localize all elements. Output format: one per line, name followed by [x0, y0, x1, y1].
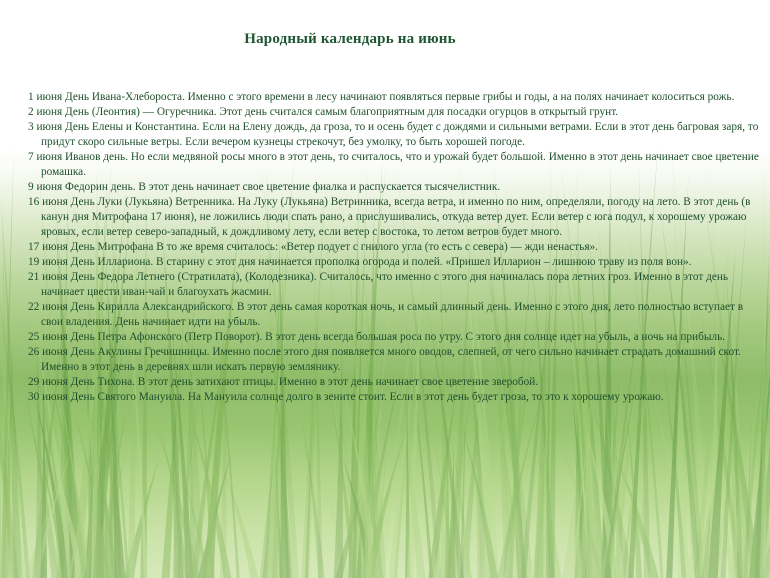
calendar-entry: 19 июня День Иллариона. В старину с этот дня начинается прополка огорода и полей. «Пришел Илларион – лишнюю траву из поля вон». — [28, 256, 692, 268]
calendar-entry: 26 июня День Акулины Гречишницы. Именно после этого дня появляется много оводов, слепней, от чего сильно начинает страдать домашний скот. Именно в этот день в деревнях шли искать первую землянику. — [28, 346, 741, 373]
calendar-entry: 25 июня День Петра Афонского (Петр Поворот). В этот день всегда большая роса по утру. С этого дня солнце идет на убыль, а ночь на прибыль. — [28, 331, 726, 343]
calendar-entry: 3 июня День Елены и Константина. Если на Елену дождь, да гроза, то и осень будет с дождями и сильными ветрами. Если в этот день багровая заря, то придут скоро сильные ветры. Если вечером кузнецы стрекочут, без умолку, то быть хорошей погоде. — [28, 121, 759, 148]
calendar-entry: 22 июня День Кирилла Александрийского. В этот день самая короткая ночь, и самый длинный день. Именно с этого дня, лето полностью вступает в свои владения. День начинает идти на убыль. — [28, 301, 744, 328]
calendar-entry: 2 июня День (Леонтия) — Огуречника. Этот день считался самым благоприятным для посадки огурцов в открытый грунт. — [28, 106, 619, 118]
calendar-entry: 21 июня День Федора Летнего (Стратилата), (Колодезника). Считалось, что именно с этого дня начиналась пора летних гроз. Именно в этот день начинает цвести иван-чай и благоухать жасмин. — [28, 271, 729, 298]
calendar-entry: 1 июня День Ивана-Хлебороста. Именно с этого времени в лесу начинают появляться первые грибы и годы, а на полях начинает колоситься рожь. — [28, 91, 735, 103]
calendar-entry: 30 июня День Святого Мануила. На Мануила солнце долго в зените стоит. Если в этот день будет гроза, то это к хорошему урожаю. — [28, 391, 664, 403]
page-title: Народный календарь на июнь — [244, 31, 456, 47]
calendar-entry: 17 июня День Митрофана В то же время считалось: «Ветер подует с гнилого угла (то есть с севера) — жди ненастья». — [28, 241, 598, 253]
calendar-entry: 16 июня День Луки (Лукьяна) Ветренника. На Луку (Лукьяна) Ветринника, всегда ветра, и именно по ним, определяли, погоду на лето. В этот день (в канун дня Митрофана 17 июня), не ложились люди спать рано, а прислушивались, откуда ветер дует. Если ветер с юга подул, к хорошему урожаю яровых, если ветер северо-западный, к дождливому лету, если ветер с востока, то летом ветров будет много. — [28, 196, 751, 238]
calendar-entry: 9 июня Федорин день. В этот день начинает свое цветение фиалка и распускается тысячелистник. — [28, 181, 501, 193]
calendar-entry: 29 июня День Тихона. В этот день затихают птицы. Именно в этот день начинает свое цветение зверобой. — [28, 376, 539, 388]
calendar-entries — [28, 90, 763, 405]
calendar-entry: 7 июня Иванов день. Но если медвяной росы много в этот день, то считалось, что и урожай будет большой. Именно в этот день начинает свое цветение ромашка. — [28, 151, 759, 178]
